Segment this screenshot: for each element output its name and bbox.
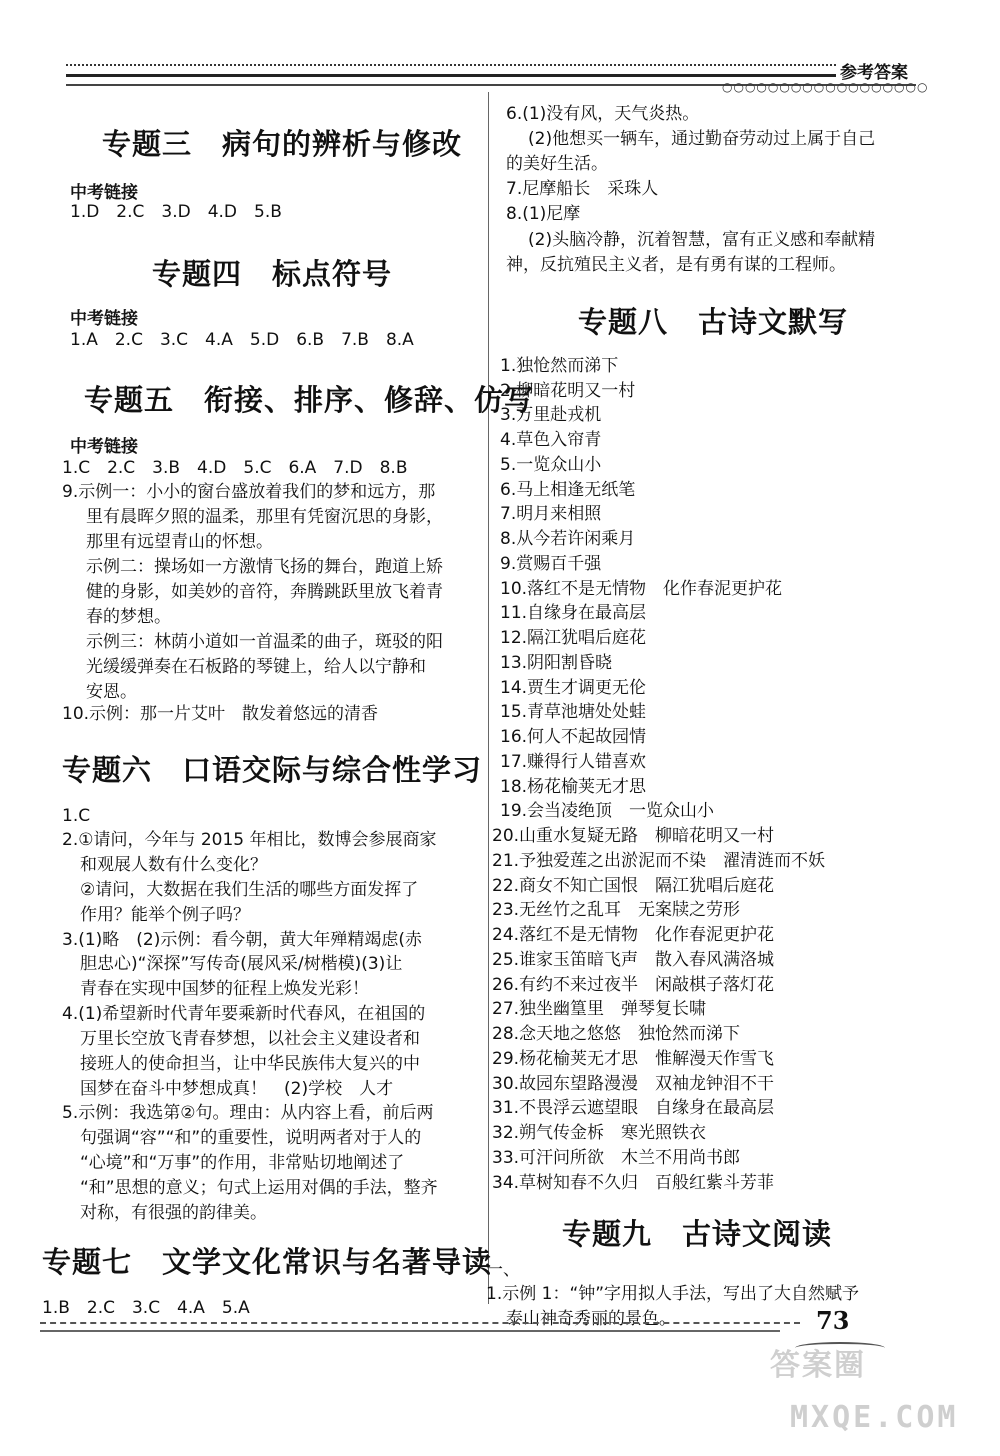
section-title-3: 专题三 病句的辨析与修改 <box>102 127 463 161</box>
section-title-6: 专题六 口语交际与综合性学习 <box>62 753 483 787</box>
answer-line: 10.示例：那一片艾叶 散发着悠远的清香 <box>62 704 379 724</box>
answers-4: 1.A 2.C 3.C 4.A 5.D 6.B 7.B 8.A <box>70 330 414 350</box>
section-title-5: 专题五 衔接、排序、修辞、仿写 <box>84 383 535 417</box>
answer-line: 6.(1)没有风，天气炎热。 <box>506 104 700 124</box>
answer-line: 7.尼摩船长 采珠人 <box>506 179 659 199</box>
section-title-7: 专题七 文学文化常识与名著导读 <box>42 1245 493 1279</box>
answer-line: 示例二：操场如一方激情飞扬的舞台，跑道上矫 <box>86 557 443 577</box>
answer-line: 国梦在奋斗中梦想成真！ (2)学校 人才 <box>80 1079 394 1099</box>
answer-line: “和”思想的意义；句式上运用对偶的手法，整齐 <box>80 1178 438 1198</box>
answer-line: 1.示例 1：“钟”字用拟人手法，写出了大自然赋予 <box>486 1284 860 1304</box>
answer-line: 青春在实现中国梦的征程上焕发光彩！ <box>80 979 369 999</box>
watermark-logo: 答案圈 <box>770 1348 866 1383</box>
answer-line: “心境”和“万事”的作用，非常贴切地阐述了 <box>80 1153 405 1173</box>
answer-line: 12.隔江犹唱后庭花 <box>500 628 647 648</box>
footer-dashed-rule <box>40 1322 800 1324</box>
answer-line: 10.落红不是无情物 化作春泥更护花 <box>500 579 783 599</box>
footer-rule <box>40 1330 780 1332</box>
section-sub-3: 中考链接 <box>70 183 138 203</box>
answer-line: 的美好生活。 <box>506 154 608 174</box>
page-number: 73 <box>816 1306 850 1335</box>
answer-line: 17.赚得行人错喜欢 <box>500 752 647 772</box>
column-divider <box>488 92 489 1304</box>
header-rule <box>66 74 836 77</box>
answer-line: 2.①请问，今年与 2015 年相比，数博会参展商家 <box>62 830 437 850</box>
answer-line: 1.C 2.C 3.B 4.D 5.C 6.A 7.D 8.B <box>62 458 408 478</box>
answer-line: 8.(1)尼摩 <box>506 204 581 224</box>
answer-line: 7.明月来相照 <box>500 504 602 524</box>
answer-line: 23.无丝竹之乱耳 无案牍之劳形 <box>492 900 741 920</box>
answers-7: 1.B 2.C 3.C 4.A 5.A <box>42 1298 250 1318</box>
answer-line: 21.予独爱莲之出淤泥而不染 濯清涟而不妖 <box>492 851 826 871</box>
answer-line: 27.独坐幽篁里 弹琴复长啸 <box>492 999 707 1019</box>
answer-line: 26.有约不来过夜半 闲敲棋子落灯花 <box>492 975 775 995</box>
answers-3: 1.D 2.C 3.D 4.D 5.B <box>70 202 282 222</box>
answer-line: 泰山神奇秀丽的景色。 <box>506 1309 676 1329</box>
answer-line: 15.青草池塘处处蛙 <box>500 702 647 722</box>
answer-line: 2.柳暗花明又一村 <box>500 381 636 401</box>
answer-line: 8.从今若许闲乘月 <box>500 529 636 549</box>
answer-line: 安恩。 <box>86 682 137 702</box>
answer-line: 20.山重水复疑无路 柳暗花明又一村 <box>492 826 775 846</box>
section-title-9: 专题九 古诗文阅读 <box>562 1217 833 1251</box>
answer-line: 光缓缓弹奏在石板路的琴键上，给人以宁静和 <box>86 657 426 677</box>
answer-line: 14.贾生才调更无伦 <box>500 678 647 698</box>
answer-line: 里有晨晖夕照的温柔，那里有凭窗沉思的身影， <box>86 507 443 527</box>
section-title-8: 专题八 古诗文默写 <box>578 305 849 339</box>
answer-line: 健的身影，如美妙的音符，奔腾跳跃里放飞着青 <box>86 582 443 602</box>
answer-line: 32.朔气传金柝 寒光照铁衣 <box>492 1123 707 1143</box>
answer-line: 9.赏赐百千强 <box>500 554 602 574</box>
answer-line: 22.商女不知亡国恨 隔江犹唱后庭花 <box>492 876 775 896</box>
answer-line: 11.自缘身在最高层 <box>500 603 647 623</box>
answer-line: 24.落红不是无情物 化作春泥更护花 <box>492 925 775 945</box>
answer-line: 19.会当凌绝顶 一览众山小 <box>500 801 715 821</box>
answer-line: (2)他想买一辆车，通过勤奋劳动过上属于自己 <box>528 129 876 149</box>
section-sub-5: 中考链接 <box>70 437 138 457</box>
answer-line: 18.杨花榆荚无才思 <box>500 777 647 797</box>
answer-line: 25.谁家玉笛暗飞声 散入春风满洛城 <box>492 950 775 970</box>
answer-line: 4.草色入帘青 <box>500 430 602 450</box>
answer-line: 神，反抗殖民主义者，是有勇有谋的工程师。 <box>506 255 846 275</box>
header-dotted-rule <box>66 64 836 66</box>
answer-line: 作用？能举个例子吗？ <box>80 905 250 925</box>
answer-line: 示例三：林荫小道如一首温柔的曲子，斑驳的阳 <box>86 632 443 652</box>
answer-line: 1.C <box>62 806 91 826</box>
answer-line: 30.故园东望路漫漫 双袖龙钟泪不干 <box>492 1074 775 1094</box>
answer-line: 那里有远望青山的怀想。 <box>86 532 273 552</box>
answer-line: 万里长空放飞青春梦想，以社会主义建设者和 <box>80 1029 420 1049</box>
answer-line: (2)头脑冷静，沉着智慧，富有正义感和奉献精 <box>528 230 876 250</box>
answer-line: 33.可汗问所欲 木兰不用尚书郎 <box>492 1148 741 1168</box>
answer-line: 春的梦想。 <box>86 607 171 627</box>
watermark-url: MXQE.COM <box>790 1400 959 1435</box>
header-bead-ornament: ○○○○○○○○○○○○○○○○○○ <box>722 80 929 94</box>
answer-line: 胆忠心)“深探”写传奇(展风采/树楷模)(3)让 <box>80 954 403 974</box>
section-sub-4: 中考链接 <box>70 309 138 329</box>
answer-line: 5.示例：我选第②句。理由：从内容上看，前后两 <box>62 1103 434 1123</box>
answer-line: 1.独怆然而涕下 <box>500 356 619 376</box>
section-title-4: 专题四 标点符号 <box>152 257 393 291</box>
answer-line: 31.不畏浮云遮望眼 自缘身在最高层 <box>492 1098 775 1118</box>
answer-line: 句强调“容”“和”的重要性，说明两者对于人的 <box>80 1128 422 1148</box>
answer-line: 9.示例一：小小的窗台盛放着我们的梦和远方，那 <box>62 482 436 502</box>
answer-line: 3.(1)略 (2)示例：看今朝，黄大年殚精竭虑(赤 <box>62 930 423 950</box>
answer-line: 28.念天地之悠悠 独怆然而涕下 <box>492 1024 741 1044</box>
answer-line: 6.马上相逢无纸笔 <box>500 480 636 500</box>
answer-line: 3.万里赴戎机 <box>500 405 602 425</box>
header-label: 参考答案 <box>840 63 908 83</box>
answer-line: 4.(1)希望新时代青年要乘新时代春风，在祖国的 <box>62 1004 426 1024</box>
answer-line: 对称，有很强的韵律美。 <box>80 1203 267 1223</box>
answer-line: ②请问，大数据在我们生活的哪些方面发挥了 <box>80 880 419 900</box>
answer-line: 29.杨花榆荚无才思 惟解漫天作雪飞 <box>492 1049 775 1069</box>
answer-line: 13.阴阳割昏晓 <box>500 653 613 673</box>
answer-line: 34.草树知春不久归 百般红紫斗芳菲 <box>492 1173 775 1193</box>
answer-line: 16.何人不起故园情 <box>500 727 647 747</box>
answer-line: 5.一览众山小 <box>500 455 602 475</box>
answer-line: 接班人的使命担当，让中华民族伟大复兴的中 <box>80 1054 420 1074</box>
answer-line: 和观展人数有什么变化？ <box>80 855 267 875</box>
answer-line: 一、 <box>486 1260 520 1280</box>
